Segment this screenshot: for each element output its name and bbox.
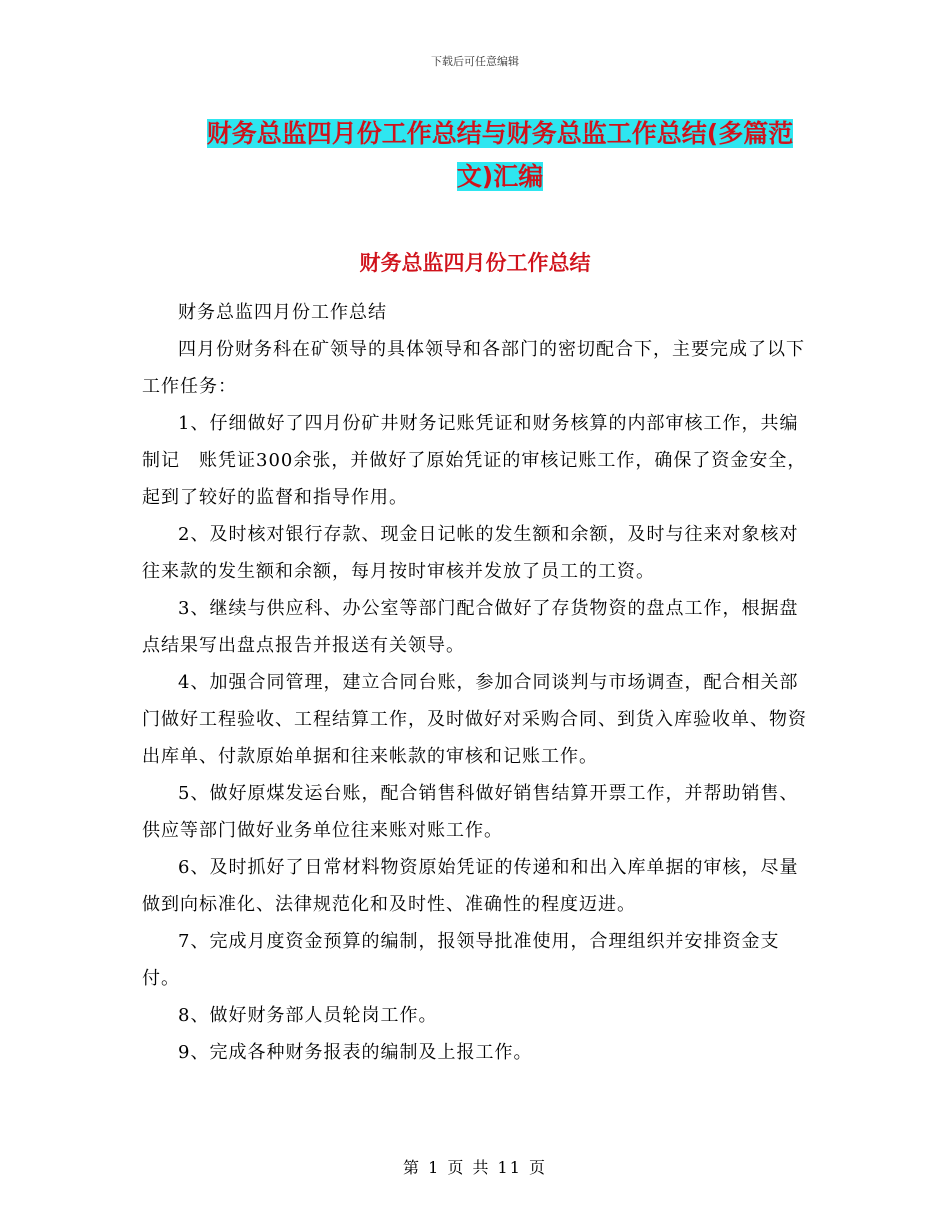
paragraph: 6、及时抓好了日常材料物资原始凭证的传递和和出入库单据的审核，尽量做到向标准化、法律规范化和及时性、准确性的程度迈进。 xyxy=(142,857,799,915)
document-title xyxy=(185,112,815,198)
page-header-note: 下载后可任意编辑 xyxy=(431,55,519,68)
paragraph: 9、完成各种财务报表的编制及上报工作。 xyxy=(178,1042,533,1063)
paragraph: 5、做好原煤发运台账，配合销售科做好销售结算开票工作，并帮助销售、供应等部门做好业务单位往来账对账工作。 xyxy=(142,783,799,841)
paragraph: 7、完成月度资金预算的编制，报领导批准使用，合理组织并安排资金支付。 xyxy=(142,931,780,989)
paragraph: 四月份财务科在矿领导的具体领导和各部门的密切配合下，主要完成了以下工作任务： xyxy=(142,339,805,397)
paragraph: 4、加强合同管理，建立合同台账，参加合同谈判与市场调查，配合相关部门做好工程验收、工程结算工作，及时做好对采购合同、到货入库验收单、物资出库单、付款原始单据和往来帐款的审核和记账工作。 xyxy=(142,672,807,767)
paragraph: 8、做好财务部人员轮岗工作。 xyxy=(178,1005,438,1026)
body-text xyxy=(142,294,808,1071)
document-title-line-2: 文)汇编 xyxy=(456,162,544,191)
section-title: 财务总监四月份工作总结 xyxy=(359,251,591,275)
paragraph: 2、及时核对银行存款、现金日记帐的发生额和余额，及时与往来对象核对往来款的发生额和余额，每月按时审核并发放了员工的工资。 xyxy=(142,524,799,582)
paragraph: 财务总监四月份工作总结 xyxy=(178,302,387,323)
paragraph: 1、仔细做好了四月份矿井财务记账凭证和财务核算的内部审核工作，共编制记 账凭证300余张，并做好了原始凭证的审核记账工作，确保了资金安全，起到了较好的监督和指导作用。 xyxy=(142,413,807,508)
paragraph: 3、继续与供应科、办公室等部门配合做好了存货物资的盘点工作，根据盘点结果写出盘点报告并报送有关领导。 xyxy=(142,598,799,656)
page-number: 第 1 页 共 11 页 xyxy=(403,1158,547,1177)
document-title-line-1: 财务总监四月份工作总结与财务总监工作总结(多篇范 xyxy=(206,119,794,148)
